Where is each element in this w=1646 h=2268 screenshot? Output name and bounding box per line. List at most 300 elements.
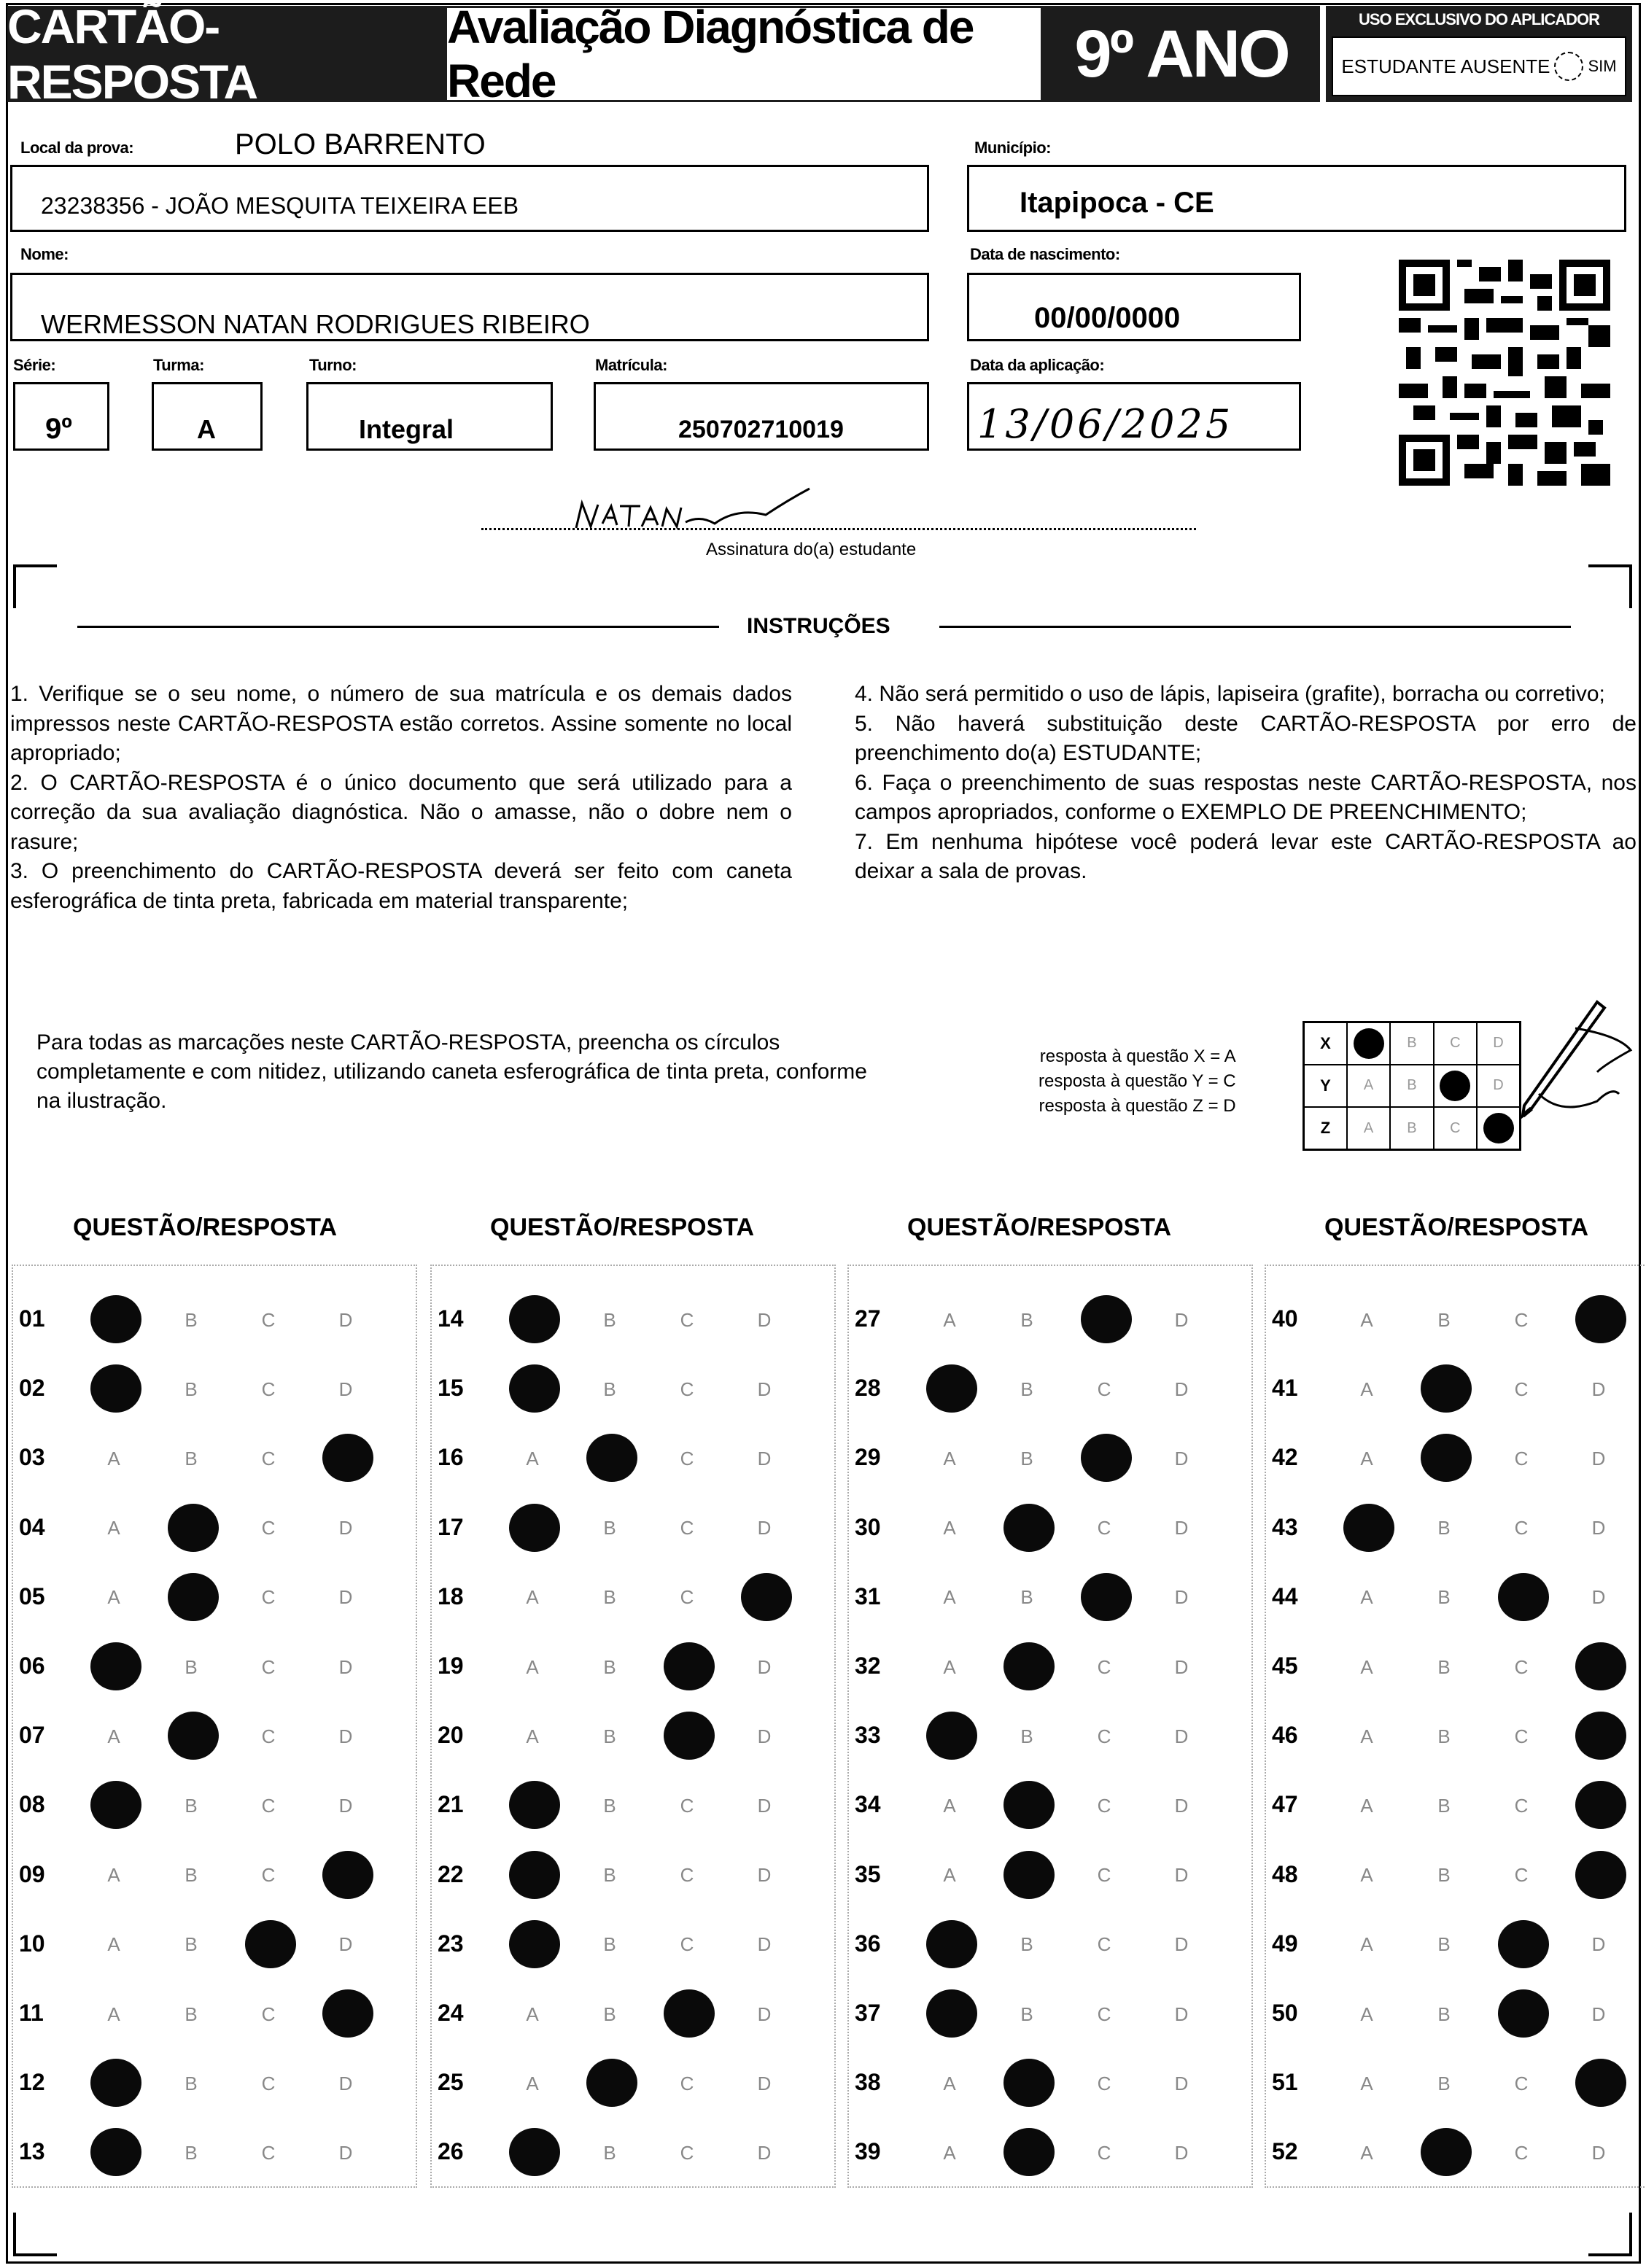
- answer-option-a[interactable]: [90, 1992, 137, 2036]
- answer-option-a[interactable]: [1343, 1992, 1390, 2036]
- answer-option-d[interactable]: [322, 1714, 369, 1758]
- answer-option-b[interactable]: [1003, 1923, 1050, 1967]
- option-letter: D: [1174, 1586, 1189, 1609]
- answer-option-a[interactable]: [90, 1576, 137, 1620]
- question-number: 39: [855, 2138, 881, 2165]
- local-value: POLO BARRENTO: [235, 128, 486, 160]
- question-row: [1272, 1507, 1646, 1550]
- filled-bubble: [1575, 1851, 1626, 1899]
- option-letter: C: [1097, 1794, 1111, 1817]
- answer-option-d[interactable]: [741, 2062, 788, 2105]
- answer-option-a[interactable]: [1343, 1645, 1390, 1689]
- question-number: 33: [855, 1722, 881, 1749]
- answer-option-b[interactable]: [1421, 1854, 1467, 1898]
- answer-option-d[interactable]: [741, 1784, 788, 1828]
- option-letter: A: [1360, 1308, 1373, 1331]
- answer-option-d[interactable]: [322, 1507, 369, 1550]
- answer-option-b[interactable]: [1003, 1367, 1050, 1411]
- answer-option-c[interactable]: [245, 1923, 292, 1967]
- answer-option-b[interactable]: [1421, 1992, 1467, 2036]
- answer-option-a[interactable]: [90, 1714, 137, 1758]
- answer-option-d[interactable]: [322, 1923, 369, 1967]
- answer-option-b[interactable]: [168, 1714, 214, 1758]
- answer-option-c[interactable]: [245, 2062, 292, 2105]
- answer-option-b[interactable]: [586, 1645, 633, 1689]
- local-label: Local da prova:: [20, 139, 134, 157]
- option-letter: D: [1174, 1517, 1189, 1539]
- answer-option-d[interactable]: [1158, 1367, 1205, 1411]
- answer-option-b[interactable]: [168, 1437, 214, 1480]
- answer-option-d[interactable]: [322, 1437, 369, 1480]
- answer-option-d[interactable]: [1575, 1784, 1622, 1828]
- answer-option-c[interactable]: [1081, 1437, 1127, 1480]
- option-letter: C: [1514, 2141, 1529, 2164]
- answer-option-d[interactable]: [1158, 1714, 1205, 1758]
- answer-option-b[interactable]: [1003, 1507, 1050, 1550]
- answer-option-d[interactable]: [1158, 1645, 1205, 1689]
- option-letter: D: [757, 1655, 772, 1678]
- answer-option-a[interactable]: [926, 1367, 973, 1411]
- answer-option-a[interactable]: [1343, 1923, 1390, 1967]
- question-number: 21: [438, 1791, 464, 1818]
- answer-option-d[interactable]: [1575, 1298, 1622, 1342]
- answer-option-b[interactable]: [1003, 1645, 1050, 1689]
- answer-option-d[interactable]: [1575, 1923, 1622, 1967]
- answer-option-d[interactable]: [1158, 2131, 1205, 2175]
- filled-bubble: [926, 1364, 977, 1413]
- answer-option-a[interactable]: [509, 1992, 556, 2036]
- option-letter: A: [1360, 1864, 1373, 1887]
- question-number: 42: [1272, 1444, 1298, 1471]
- filled-bubble: [90, 2059, 141, 2107]
- answer-option-c[interactable]: [245, 1645, 292, 1689]
- answer-option-c[interactable]: [245, 1367, 292, 1411]
- answer-option-a[interactable]: [926, 2062, 973, 2105]
- answer-option-d[interactable]: [1575, 1854, 1622, 1898]
- answer-option-a[interactable]: [926, 1437, 973, 1480]
- option-letter: A: [526, 1655, 539, 1678]
- serie-label: Série:: [13, 356, 56, 374]
- option-letter: B: [1437, 1864, 1451, 1887]
- answer-option-b[interactable]: [168, 1923, 214, 1967]
- answer-option-a[interactable]: [1343, 1437, 1390, 1480]
- filled-bubble: [926, 1920, 977, 1968]
- question-row: [855, 1992, 1249, 2036]
- answer-option-a[interactable]: [1343, 1854, 1390, 1898]
- option-letter: D: [1174, 1864, 1189, 1887]
- answer-option-b[interactable]: [586, 1367, 633, 1411]
- answer-option-d[interactable]: [1158, 1437, 1205, 1480]
- answer-option-a[interactable]: [926, 1714, 973, 1758]
- answer-option-c[interactable]: [664, 1507, 710, 1550]
- answer-option-d[interactable]: [1158, 1576, 1205, 1620]
- filled-bubble: [90, 1364, 141, 1413]
- answer-option-c[interactable]: [1081, 2131, 1127, 2175]
- answer-option-c[interactable]: [1498, 1298, 1545, 1342]
- answer-option-c[interactable]: [1498, 1992, 1545, 2036]
- answer-option-b[interactable]: [1421, 2062, 1467, 2105]
- answer-option-a[interactable]: [509, 1437, 556, 1480]
- answer-option-a[interactable]: [90, 1507, 137, 1550]
- answer-option-a[interactable]: [509, 2062, 556, 2105]
- option-letter: C: [1514, 1517, 1529, 1539]
- answer-option-b[interactable]: [168, 1645, 214, 1689]
- answer-option-a[interactable]: [1343, 1784, 1390, 1828]
- answer-option-a[interactable]: [926, 2131, 973, 2175]
- answer-option-b[interactable]: [1421, 1784, 1467, 1828]
- answer-option-c[interactable]: [245, 2131, 292, 2175]
- answer-option-b[interactable]: [1003, 1298, 1050, 1342]
- answer-option-a[interactable]: [509, 1854, 556, 1898]
- answer-option-a[interactable]: [90, 1645, 137, 1689]
- answer-option-d[interactable]: [741, 1367, 788, 1411]
- answer-option-d[interactable]: [1575, 2062, 1622, 2105]
- answer-option-c[interactable]: [664, 1437, 710, 1480]
- example-option: A: [1347, 1107, 1390, 1149]
- question-number: 24: [438, 2000, 464, 2026]
- option-letter: C: [261, 1864, 276, 1887]
- answer-option-d[interactable]: [1158, 1992, 1205, 2036]
- option-letter: D: [1591, 1447, 1606, 1469]
- answer-option-a[interactable]: [90, 2131, 137, 2175]
- answer-option-b[interactable]: [1003, 1854, 1050, 1898]
- option-letter: A: [107, 1447, 120, 1469]
- answer-option-b[interactable]: [586, 2062, 633, 2105]
- answer-option-a[interactable]: [1343, 1367, 1390, 1411]
- option-letter: B: [1437, 1794, 1451, 1817]
- nome-label: Nome:: [20, 245, 69, 263]
- answer-option-b[interactable]: [1421, 1645, 1467, 1689]
- answer-option-b[interactable]: [586, 1576, 633, 1620]
- answer-option-c[interactable]: [1498, 1367, 1545, 1411]
- absent-label: ESTUDANTE AUSENTE: [1341, 55, 1550, 77]
- answer-option-d[interactable]: [1158, 1784, 1205, 1828]
- instructions-rule-right: [939, 626, 1571, 628]
- answer-option-a[interactable]: [509, 1576, 556, 1620]
- answer-option-c[interactable]: [664, 1367, 710, 1411]
- answer-option-d[interactable]: [1575, 1645, 1622, 1689]
- option-letter: A: [526, 2072, 539, 2094]
- answer-option-c[interactable]: [664, 1923, 710, 1967]
- option-letter: D: [338, 1586, 353, 1609]
- answer-option-c[interactable]: [1081, 1854, 1127, 1898]
- filled-bubble: [509, 1781, 560, 1829]
- option-letter: B: [603, 1933, 616, 1956]
- question-number: 12: [19, 2069, 45, 2096]
- answer-option-a[interactable]: [509, 1714, 556, 1758]
- answer-option-b[interactable]: [1421, 1367, 1467, 1411]
- answer-option-a[interactable]: [1343, 2062, 1390, 2105]
- option-letter: B: [185, 1378, 198, 1400]
- question-number: 50: [1272, 2000, 1298, 2026]
- answer-option-d[interactable]: [741, 1923, 788, 1967]
- answer-option-d[interactable]: [1575, 1507, 1622, 1550]
- answer-option-a[interactable]: [926, 1298, 973, 1342]
- answer-option-b[interactable]: [586, 1437, 633, 1480]
- answer-option-b[interactable]: [586, 1923, 633, 1967]
- answer-option-c[interactable]: [1081, 1923, 1127, 1967]
- option-letter: B: [1437, 1517, 1451, 1539]
- answer-option-a[interactable]: [1343, 1576, 1390, 1620]
- answer-option-c[interactable]: [1081, 1784, 1127, 1828]
- answer-option-a[interactable]: [926, 1507, 973, 1550]
- answer-option-d[interactable]: [322, 1784, 369, 1828]
- filled-bubble: [1003, 1642, 1055, 1690]
- answer-option-b[interactable]: [168, 1298, 214, 1342]
- question-number: 06: [19, 1653, 45, 1679]
- answer-option-c[interactable]: [1498, 2131, 1545, 2175]
- answer-option-b[interactable]: [1421, 1507, 1467, 1550]
- instructions-title: INSTRUÇÕES: [747, 614, 890, 638]
- answer-option-d[interactable]: [322, 1992, 369, 2036]
- answer-option-b[interactable]: [168, 1854, 214, 1898]
- answer-option-a[interactable]: [926, 1923, 973, 1967]
- answer-option-d[interactable]: [741, 2131, 788, 2175]
- option-letter: C: [261, 1517, 276, 1539]
- answer-option-b[interactable]: [1003, 2131, 1050, 2175]
- question-row: [1272, 2062, 1646, 2105]
- answer-option-a[interactable]: [90, 2062, 137, 2105]
- example-option: A: [1347, 1065, 1390, 1107]
- option-letter: D: [1591, 1933, 1606, 1956]
- question-number: 43: [1272, 1513, 1298, 1540]
- answer-option-d[interactable]: [322, 1298, 369, 1342]
- answer-option-c[interactable]: [245, 1854, 292, 1898]
- answer-option-c[interactable]: [245, 1784, 292, 1828]
- answer-option-b[interactable]: [168, 1507, 214, 1550]
- answer-option-c[interactable]: [1498, 2062, 1545, 2105]
- option-letter: C: [261, 1308, 276, 1331]
- answer-option-a[interactable]: [509, 1298, 556, 1342]
- answer-option-c[interactable]: [1498, 1576, 1545, 1620]
- answer-option-a[interactable]: [1343, 1298, 1390, 1342]
- answer-option-c[interactable]: [664, 1576, 710, 1620]
- answer-option-b[interactable]: [1003, 2062, 1050, 2105]
- answer-option-c[interactable]: [664, 1298, 710, 1342]
- answer-option-c[interactable]: [664, 2131, 710, 2175]
- answer-option-c[interactable]: [1498, 1645, 1545, 1689]
- answer-option-d[interactable]: [741, 1714, 788, 1758]
- question-number: 41: [1272, 1375, 1298, 1402]
- answer-option-b[interactable]: [1421, 1298, 1467, 1342]
- question-number: 52: [1272, 2138, 1298, 2165]
- answer-option-b[interactable]: [168, 1784, 214, 1828]
- answer-option-b[interactable]: [1003, 1992, 1050, 2036]
- answer-option-d[interactable]: [1158, 1507, 1205, 1550]
- option-letter: B: [185, 1447, 198, 1469]
- answer-option-a[interactable]: [509, 1645, 556, 1689]
- answer-option-c[interactable]: [245, 1298, 292, 1342]
- answer-option-b[interactable]: [168, 1367, 214, 1411]
- instruction-7: 7. Em nenhuma hipótese você poderá levar este CARTÃO-RESPOSTA ao deixar a sala de provas.: [855, 829, 1637, 883]
- answer-option-a[interactable]: [926, 1854, 973, 1898]
- question-number: 45: [1272, 1653, 1298, 1679]
- answer-option-c[interactable]: [1498, 1437, 1545, 1480]
- question-row: [438, 1576, 831, 1620]
- question-row: [855, 2062, 1249, 2105]
- answer-option-a[interactable]: [926, 1992, 973, 2036]
- answer-option-d[interactable]: [741, 1576, 788, 1620]
- answer-option-b[interactable]: [1421, 1714, 1467, 1758]
- example-option: [1434, 1065, 1477, 1107]
- answer-option-a[interactable]: [90, 1854, 137, 1898]
- option-letter: C: [1514, 1794, 1529, 1817]
- answer-option-c[interactable]: [1081, 1576, 1127, 1620]
- answer-option-c[interactable]: [1498, 1784, 1545, 1828]
- answer-option-a[interactable]: [90, 1437, 137, 1480]
- answer-option-c[interactable]: [1081, 2062, 1127, 2105]
- answer-option-b[interactable]: [586, 1854, 633, 1898]
- answer-option-c[interactable]: [1081, 1507, 1127, 1550]
- answer-option-b[interactable]: [168, 2131, 214, 2175]
- answer-option-d[interactable]: [741, 1992, 788, 2036]
- answer-option-b[interactable]: [586, 1507, 633, 1550]
- answer-option-a[interactable]: [509, 2131, 556, 2175]
- answer-option-c[interactable]: [664, 1714, 710, 1758]
- answer-option-a[interactable]: [926, 1576, 973, 1620]
- answer-option-b[interactable]: [1003, 1784, 1050, 1828]
- answer-option-a[interactable]: [90, 1784, 137, 1828]
- answer-option-a[interactable]: [509, 1507, 556, 1550]
- answer-option-d[interactable]: [1575, 1367, 1622, 1411]
- answer-option-b[interactable]: [1421, 1576, 1467, 1620]
- answer-option-d[interactable]: [741, 1298, 788, 1342]
- option-letter: A: [107, 2003, 120, 2025]
- question-row: [19, 1854, 413, 1898]
- option-letter: B: [603, 1725, 616, 1747]
- answer-option-d[interactable]: [1158, 1854, 1205, 1898]
- answer-option-d[interactable]: [741, 1507, 788, 1550]
- option-letter: D: [1174, 1794, 1189, 1817]
- answer-option-c[interactable]: [664, 1784, 710, 1828]
- filled-bubble: [926, 1989, 977, 2038]
- answer-option-d[interactable]: [1158, 2062, 1205, 2105]
- answer-option-b[interactable]: [1421, 1437, 1467, 1480]
- answer-option-a[interactable]: [1343, 1714, 1390, 1758]
- answer-option-c[interactable]: [245, 1437, 292, 1480]
- answer-option-c[interactable]: [1498, 1854, 1545, 1898]
- answer-option-c[interactable]: [664, 1854, 710, 1898]
- answer-option-c[interactable]: [245, 1507, 292, 1550]
- answer-option-a[interactable]: [1343, 2131, 1390, 2175]
- answer-option-d[interactable]: [322, 1576, 369, 1620]
- answer-option-b[interactable]: [168, 1576, 214, 1620]
- answer-option-d[interactable]: [322, 2062, 369, 2105]
- answer-option-d[interactable]: [322, 1645, 369, 1689]
- answer-option-c[interactable]: [1081, 1645, 1127, 1689]
- option-letter: A: [1360, 1725, 1373, 1747]
- answers-column-heading: QUESTÃO/RESPOSTA: [73, 1213, 338, 1241]
- question-row: [855, 1714, 1249, 1758]
- answer-option-c[interactable]: [245, 1576, 292, 1620]
- answer-option-b[interactable]: [1003, 1714, 1050, 1758]
- answer-option-a[interactable]: [90, 1923, 137, 1967]
- answer-option-d[interactable]: [741, 1437, 788, 1480]
- answer-option-d[interactable]: [741, 1645, 788, 1689]
- question-number: 02: [19, 1375, 45, 1402]
- filled-bubble: [322, 1434, 373, 1482]
- answer-option-c[interactable]: [1498, 1714, 1545, 1758]
- answer-option-b[interactable]: [586, 1714, 633, 1758]
- answer-option-b[interactable]: [586, 2131, 633, 2175]
- answer-option-d[interactable]: [1575, 1992, 1622, 2036]
- option-letter: C: [261, 1794, 276, 1817]
- option-letter: D: [338, 1725, 353, 1747]
- answer-option-c[interactable]: [664, 1645, 710, 1689]
- answer-option-b[interactable]: [586, 1992, 633, 2036]
- matricula-value: 250702710019: [678, 416, 844, 443]
- question-number: 38: [855, 2069, 881, 2096]
- answer-option-a[interactable]: [509, 1923, 556, 1967]
- question-number: 13: [19, 2138, 45, 2165]
- question-row: [438, 2062, 831, 2105]
- answer-option-b[interactable]: [586, 1784, 633, 1828]
- option-letter: D: [757, 2003, 772, 2025]
- answer-option-d[interactable]: [741, 1854, 788, 1898]
- answer-option-d[interactable]: [322, 1367, 369, 1411]
- answer-option-d[interactable]: [1575, 2131, 1622, 2175]
- answer-option-b[interactable]: [168, 2062, 214, 2105]
- example-option: B: [1390, 1065, 1433, 1107]
- answer-option-c[interactable]: [1081, 1992, 1127, 2036]
- answer-option-c[interactable]: [1081, 1367, 1127, 1411]
- answer-option-c[interactable]: [245, 1992, 292, 2036]
- answer-option-c[interactable]: [1081, 1714, 1127, 1758]
- answer-option-a[interactable]: [926, 1645, 973, 1689]
- answer-option-d[interactable]: [1158, 1923, 1205, 1967]
- answer-option-a[interactable]: [509, 1367, 556, 1411]
- answer-option-c[interactable]: [664, 1992, 710, 2036]
- option-letter: C: [680, 2141, 694, 2164]
- answer-option-b[interactable]: [1003, 1576, 1050, 1620]
- answer-option-d[interactable]: [322, 2131, 369, 2175]
- answer-option-d[interactable]: [1575, 1437, 1622, 1480]
- absent-bubble[interactable]: [1554, 52, 1583, 81]
- answer-option-b[interactable]: [168, 1992, 214, 2036]
- answer-option-c[interactable]: [664, 2062, 710, 2105]
- option-letter: C: [1097, 1517, 1111, 1539]
- question-row: [1272, 1854, 1646, 1898]
- filled-bubble: [1421, 1364, 1472, 1413]
- question-number: 08: [19, 1791, 45, 1818]
- option-letter: C: [1097, 2003, 1111, 2025]
- answer-option-a[interactable]: [1343, 1507, 1390, 1550]
- answer-option-d[interactable]: [322, 1854, 369, 1898]
- answer-option-c[interactable]: [1081, 1298, 1127, 1342]
- answer-option-a[interactable]: [90, 1298, 137, 1342]
- answer-option-d[interactable]: [1575, 1576, 1622, 1620]
- option-letter: C: [680, 1308, 694, 1331]
- answer-option-b[interactable]: [1003, 1437, 1050, 1480]
- question-row: [855, 1645, 1249, 1689]
- filled-bubble: [245, 1920, 296, 1968]
- answer-option-d[interactable]: [1575, 1714, 1622, 1758]
- answer-option-a[interactable]: [509, 1784, 556, 1828]
- answer-option-a[interactable]: [926, 1784, 973, 1828]
- option-letter: D: [757, 1308, 772, 1331]
- answer-option-b[interactable]: [1421, 2131, 1467, 2175]
- option-letter: A: [1360, 1794, 1373, 1817]
- answer-option-a[interactable]: [90, 1367, 137, 1411]
- answer-option-c[interactable]: [245, 1714, 292, 1758]
- answer-option-b[interactable]: [586, 1298, 633, 1342]
- instruction-3: 3. O preenchimento do CARTÃO-RESPOSTA deverá ser feito com caneta esferográfica de tinta preta, fabricada em material transparente;: [10, 859, 792, 913]
- answer-option-b[interactable]: [1421, 1923, 1467, 1967]
- option-letter: D: [1174, 1655, 1189, 1678]
- answer-option-c[interactable]: [1498, 1507, 1545, 1550]
- answer-option-c[interactable]: [1498, 1923, 1545, 1967]
- answer-option-d[interactable]: [1158, 1298, 1205, 1342]
